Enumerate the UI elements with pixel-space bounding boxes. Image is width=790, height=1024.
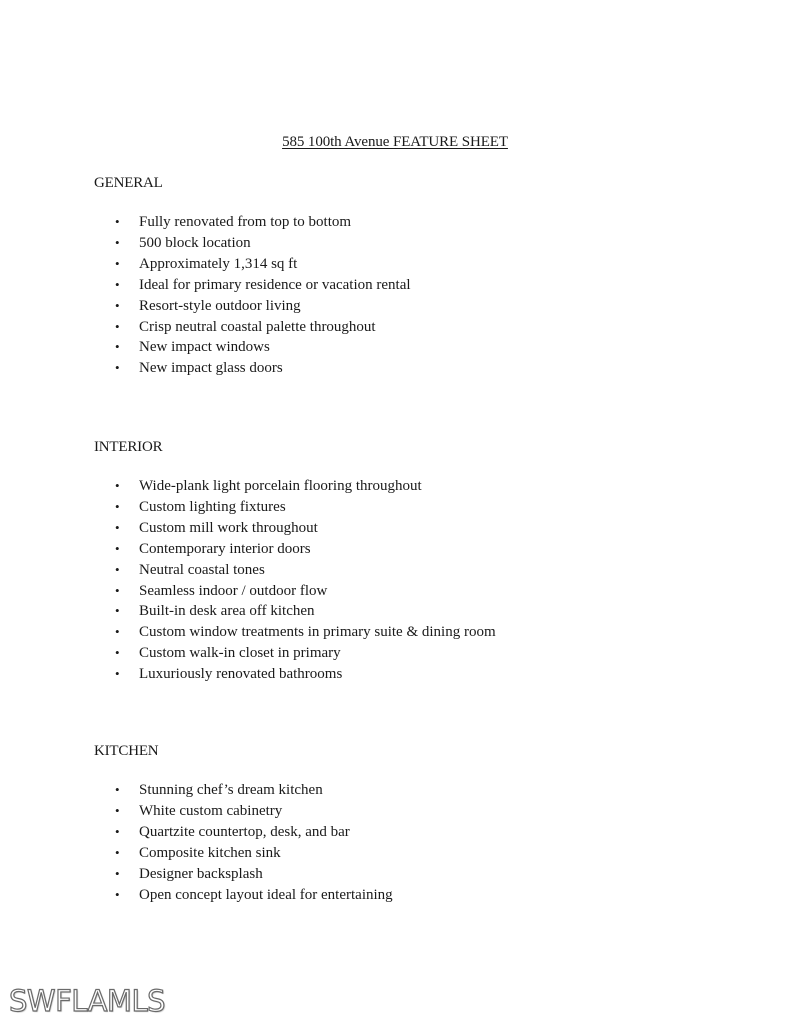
list-item [94, 233, 734, 254]
bullet-icon: • [115, 886, 120, 902]
list-item [94, 780, 734, 801]
list-item-text: White custom cabinetry [139, 802, 283, 819]
list-item [94, 358, 734, 379]
list-item-text: Approximately 1,314 sq ft [139, 255, 298, 272]
list-item [94, 212, 734, 233]
list-item-text: Built-in desk area off kitchen [139, 603, 315, 620]
list-item [94, 254, 734, 275]
bullet-icon: • [115, 624, 120, 640]
list-item [94, 296, 734, 317]
section-heading: KITCHEN [94, 743, 159, 759]
list-item-text: Contemporary interior doors [139, 540, 311, 557]
list-item [94, 664, 734, 685]
list-item [94, 337, 734, 358]
list-item-text: Ideal for primary residence or vacation rental [139, 276, 411, 293]
bullet-icon: • [115, 782, 120, 797]
section-heading: GENERAL [94, 175, 163, 191]
list-item [94, 622, 734, 643]
list-item-text: Crisp neutral coastal palette throughout [139, 318, 376, 335]
bullet-icon: • [115, 234, 120, 250]
list-item-text: Stunning chef’s dream kitchen [139, 782, 323, 798]
list-item [94, 801, 734, 822]
list-item-text: New impact glass doors [139, 360, 283, 377]
list-item-text: Custom window treatments in primary suite & dining room [139, 624, 496, 641]
list-item-text: Custom lighting fixtures [139, 498, 286, 515]
section-interior [94, 437, 734, 685]
list-item [94, 601, 734, 622]
list-item-text: Wide-plank light porcelain flooring throughout [139, 478, 422, 494]
list-item-text: Open concept layout ideal for entertaining [139, 886, 393, 903]
bullet-icon: • [115, 603, 120, 619]
feature-list [94, 780, 734, 905]
list-item [94, 843, 734, 864]
bullet-icon: • [115, 844, 120, 860]
bullet-icon: • [115, 666, 120, 682]
bullet-icon: • [115, 214, 120, 229]
list-item [94, 822, 734, 843]
feature-list [94, 476, 734, 685]
bullet-icon: • [115, 540, 120, 556]
list-item [94, 643, 734, 664]
list-item [94, 539, 734, 560]
list-item-text: Resort-style outdoor living [139, 297, 301, 314]
list-item-text: Seamless indoor / outdoor flow [139, 582, 328, 599]
bullet-icon: • [115, 865, 120, 881]
section-general [94, 173, 734, 379]
list-item [94, 275, 734, 296]
list-item [94, 560, 734, 581]
watermark-logo: SWFLAMLS [9, 984, 166, 1018]
bullet-icon: • [115, 360, 120, 376]
section-heading: INTERIOR [94, 439, 163, 455]
bullet-icon: • [115, 561, 120, 577]
list-item-text: Designer backsplash [139, 865, 263, 882]
list-item-text: Composite kitchen sink [139, 844, 281, 861]
bullet-icon: • [115, 318, 120, 334]
page-title: 585 100th Avenue FEATURE SHEET [282, 134, 508, 150]
list-item [94, 581, 734, 602]
list-item-text: Quartzite countertop, desk, and bar [139, 823, 350, 840]
bullet-icon: • [115, 297, 120, 313]
list-item [94, 518, 734, 539]
bullet-icon: • [115, 276, 120, 292]
list-item-text: Neutral coastal tones [139, 561, 265, 578]
bullet-icon: • [115, 823, 120, 839]
bullet-icon: • [115, 645, 120, 661]
bullet-icon: • [115, 519, 120, 535]
list-item-text: Luxuriously renovated bathrooms [139, 666, 343, 683]
bullet-icon: • [115, 255, 120, 271]
feature-list [94, 212, 734, 379]
list-item-text: 500 block location [139, 234, 251, 251]
list-item-text: New impact windows [139, 339, 270, 356]
list-item [94, 864, 734, 885]
section-kitchen [94, 741, 734, 905]
bullet-icon: • [115, 582, 120, 598]
bullet-icon: • [115, 498, 120, 514]
list-item-text: Custom mill work throughout [139, 519, 318, 536]
list-item [94, 885, 734, 906]
list-item [94, 317, 734, 338]
list-item-text: Custom walk-in closet in primary [139, 645, 341, 662]
bullet-icon: • [115, 339, 120, 355]
bullet-icon: • [115, 478, 120, 493]
list-item [94, 476, 734, 497]
list-item-text: Fully renovated from top to bottom [139, 214, 352, 230]
bullet-icon: • [115, 802, 120, 818]
list-item [94, 497, 734, 518]
